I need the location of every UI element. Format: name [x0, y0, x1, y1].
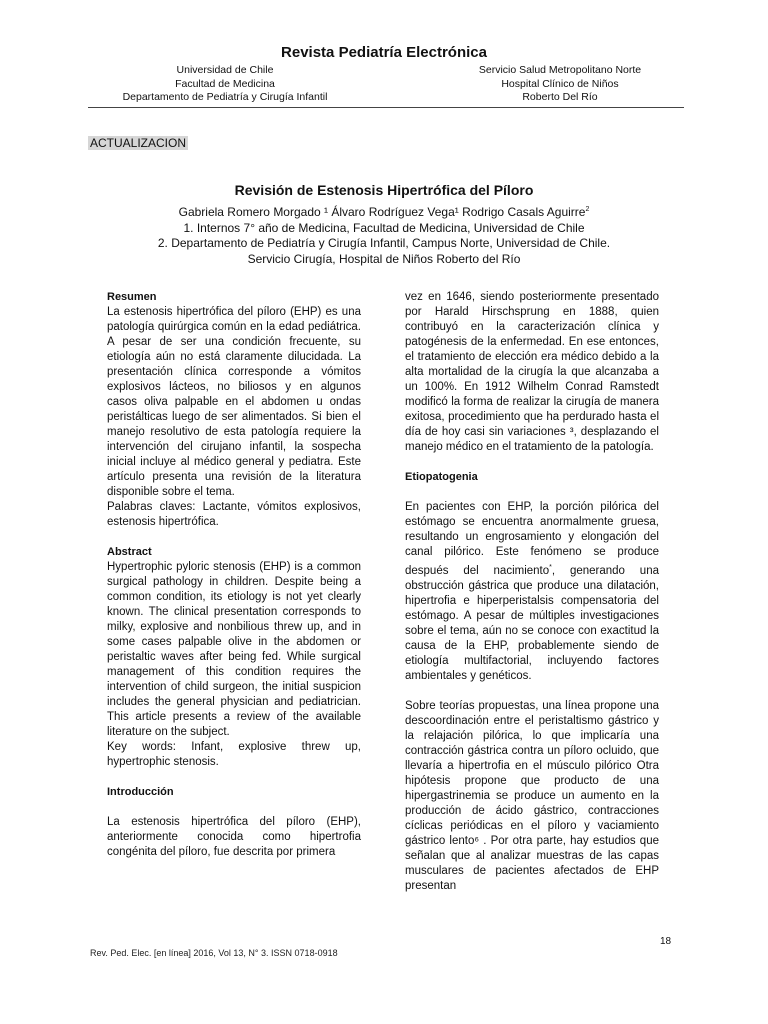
journal-title: Revista Pediatría Electrónica [281, 44, 487, 61]
footer-citation: Rev. Ped. Elec. [en línea] 2016, Vol 13, N° 3. ISSN 0718-0918 [90, 948, 338, 958]
affiliation-line: Hospital Clínico de Niños [501, 77, 619, 90]
affiliation-line: Departamento de Pediatría y Cirugía Infantil [122, 91, 328, 103]
affiliation-line: Facultad de Medicina [175, 77, 275, 90]
affiliation-1: 1. Internos 7° año de Medicina, Facultad de Medicina, Universidad de Chile [183, 220, 585, 235]
affiliation-2: 2. Departamento de Pediatría y Cirugía Infantil, Campus Norte, Universidad de Chile. [157, 236, 611, 250]
authors: Gabriela Romero Morgado ¹ Álvaro Rodríguez Vega¹ Rodrigo Casals Aguirre [178, 205, 586, 219]
section-tag: ACTUALIZACION [90, 136, 187, 150]
abstract-heading: Abstract [107, 546, 152, 558]
abstract-text: Hypertrophic pyloric stenosis (EHP) is a common surgical pathology in children. Despite being a common condition, its etiology is not yet clearly known. The clinical presentation corresponds to milky, explosive and nonbilious threw up, and in some cases palpable olive in the abdomen or peristaltic waves after being fed. While surgical management of this condition requires the intervention of child surgeon, the initial suspicion includes the general physician and pediatrician. This article presents a review of the available literature on the subject. [107, 561, 361, 738]
affiliation-line: Universidad de Chile [176, 64, 274, 76]
page-number: 18 [660, 936, 672, 947]
etio-text-a: En pacientes con EHP, la porción pilórica del estómago se encuentra anormalmente gruesa, resultando un engrosamiento y elongación del canal pilórico. Este fenómeno se produce después del nacimiento [405, 501, 659, 577]
author-superscript: 2 [585, 206, 590, 213]
resumen-text: La estenosis hipertrófica del píloro (EHP) es una patología quirúrgica común en la edad pediátrica. A pesar de ser una condición frecuente, su etiología aún no está claramente dilucidada. La presentación clínica corresponde a vómitos explosivos lácteos, no biliosos y en algunos casos oliva palpable en el abdomen u ondas peristálticas luego de ser alimentados. Si bien el manejo resolutivo de esta patología requiere la intervención del cirujano infantil, la sospecha inicial incluye al médico general y pediatra. Este artículo presenta una revisión de la literatura disponible sobre el tema. [107, 306, 361, 498]
right-column [405, 290, 659, 894]
author-list [0, 202, 768, 221]
left-column [107, 290, 361, 860]
etiopatogenia-paragraph-1 [405, 500, 659, 684]
header-divider [88, 107, 684, 108]
etio-text-b: , generando una obstrucción gástrica que produce una dilatación, hipertrofia e hiperperistalsis compensatoria del estómago. A pesar de múltiples investigaciones sobre el tema, aún no se conoce con exactitud la causa de la EHP, probablemente siendo de etiología multifactorial, incluyendo factores ambientales y genéticos. [405, 564, 659, 682]
right-affiliation [440, 64, 680, 105]
intro-text: La estenosis hipertrófica del píloro (EHP), anteriormente conocida como hipertrofia congénita del píloro, fue descrita por primera [107, 816, 361, 858]
intro-heading: Introducción [107, 786, 174, 798]
etio-superscript: * [549, 564, 552, 571]
affiliation-line: Servicio Salud Metropolitano Norte [478, 64, 642, 76]
affiliation-2b: Servicio Cirugía, Hospital de Niños Roberto del Río [247, 251, 521, 266]
key-words: Key words: Infant, explosive threw up, hypertrophic stenosis. [107, 741, 361, 768]
article-title: Revisión de Estenosis Hipertrófica del Píloro [234, 182, 534, 198]
authors-block [0, 202, 768, 267]
affiliation-line: Roberto Del Río [522, 91, 598, 103]
etiopatogenia-paragraph-2: Sobre teorías propuestas, una línea propone una descoordinación entre el peristaltismo gástrico y la relajación pilórica, lo que implicaría una contracción gástrica contra un píloro ocluido, que llevaría a hipertrofia en el músculo pilórico Otra hipótesis propone que producto de una hipergastrinemia se produce un aumento en la producción de ácido gástrico, contracciones cíclicas periódicas en el píloro y vaciamiento gástrico lento⁶ . Por otra parte, hay estudios que señalan que al analizar muestras de las capas musculares de pacientes afectados de EHP presentan [405, 699, 659, 892]
intro-continued: vez en 1646, siendo posteriormente presentado por Harald Hirschsprung en 1888, quien contribuyó en la caracterización clínica y patogénesis de la enfermedad. En ese entonces, el tratamiento de elección era médico debido a la alta mortalidad de la cirugía la que alcanzaba a un 100%. En 1912 Wilhelm Conrad Ramstedt modificó la forma de realizar la cirugía de manera exitosa, procedimiento que ha perdurado hasta el día de hoy casi sin variaciones ³, desplazando el manejo médico en el tratamiento de la patología. [405, 291, 659, 453]
left-affiliation [90, 64, 360, 105]
palabras-claves: Palabras claves: Lactante, vómitos explosivos, estenosis hipertrófica. [107, 501, 361, 528]
etiopatogenia-heading: Etiopatogenia [405, 471, 478, 483]
resumen-heading: Resumen [107, 291, 157, 303]
